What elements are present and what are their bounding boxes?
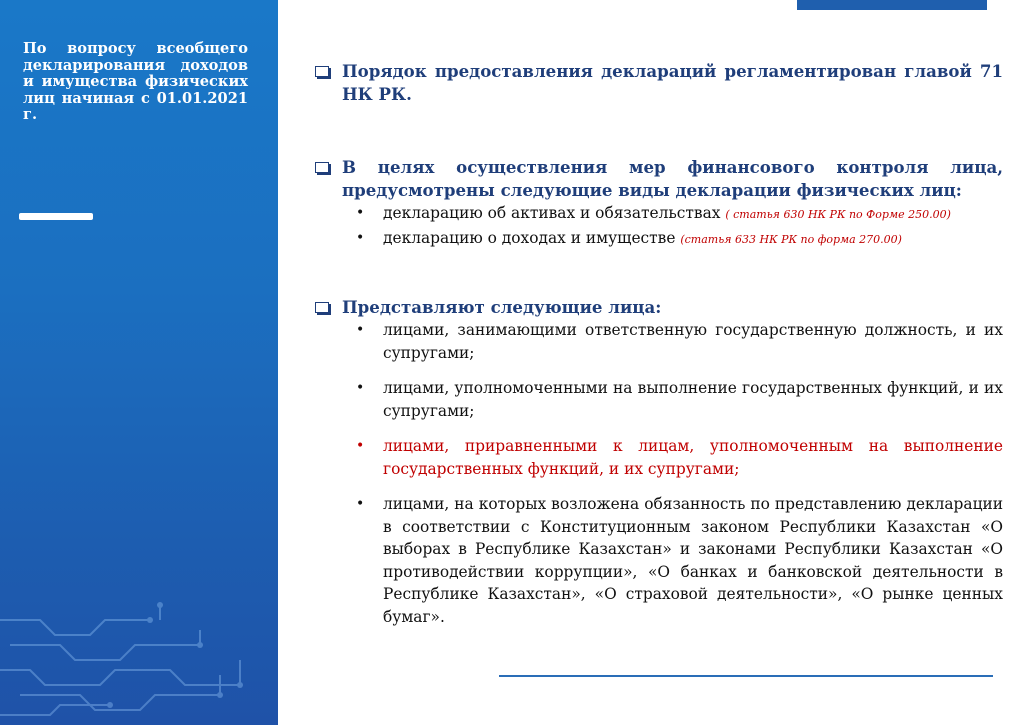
submitters-list	[315, 319, 1003, 628]
list-item-text: лицами, уполномоченными на выполнение государственных функций, и их супругами;	[383, 379, 1003, 420]
list-item	[315, 202, 1003, 227]
section-heading	[315, 296, 1003, 319]
section-heading-text: Порядок предоставления деклараций регламентирован главой 71 НК РК.	[342, 61, 1003, 104]
list-item-text: лицами, приравненными к лицам, уполномоченным на выполнение государственных функций, и их супругами;	[383, 437, 1003, 478]
sidebar-panel	[0, 0, 278, 725]
section-heading	[315, 60, 1003, 106]
article-reference: (статья 633 НК РК по форма 270.00)	[680, 232, 902, 246]
bullet-icon: •	[356, 322, 365, 338]
bottom-accent-line	[499, 675, 993, 677]
list-item	[315, 319, 1003, 364]
list-item	[315, 377, 1003, 422]
checkbox-bullet-icon	[315, 302, 329, 313]
list-item	[315, 227, 1003, 252]
section-heading-text: Представляют следующие лица:	[342, 297, 662, 317]
circuit-pattern-decoration	[0, 600, 278, 725]
bullet-icon: •	[356, 438, 365, 454]
list-item	[315, 493, 1003, 628]
bullet-icon: •	[356, 229, 365, 246]
sidebar-title: По вопросу всеобщего декларирования доходов и имущества физических лиц начиная с 01.01.2021 г.	[23, 40, 248, 123]
section-who-submits	[315, 296, 1003, 628]
declaration-types-list	[315, 202, 1003, 251]
section-heading-text: В целях осуществления мер финансового контроля лица, предусмотрены следующие виды декларации физических лиц:	[342, 157, 1003, 200]
section-declaration-types	[315, 156, 1003, 251]
bullet-icon: •	[356, 380, 365, 396]
section-heading	[315, 156, 1003, 202]
list-item-text: лицами, на которых возложена обязанность по представлению декларации в соответствии с Конституционным законом Республики Казахстан «О выборах в Республике Казахстан» и законами Республики Казахстан «О противодействии коррупции», «О банках и банковской деятельности в Республике Казахстан», «О страховой деятельности», «О рынке ценных бумаг».	[383, 495, 1003, 626]
bullet-icon: •	[356, 205, 365, 221]
sidebar-divider	[19, 213, 93, 220]
checkbox-bullet-icon	[315, 66, 329, 77]
bullet-icon: •	[356, 496, 365, 512]
article-reference: ( статья 630 НК РК по Форме 250.00)	[725, 208, 951, 221]
section-regulation	[315, 60, 1003, 106]
list-item-text: декларацию об активах и обязательствах	[383, 204, 726, 222]
checkbox-bullet-icon	[315, 162, 329, 173]
list-item-highlighted	[315, 435, 1003, 480]
list-item-text: лицами, занимающими ответственную государственную должность, и их супругами;	[383, 321, 1003, 362]
top-accent-bar	[797, 0, 987, 10]
list-item-text: декларацию о доходах и имуществе	[383, 228, 681, 247]
